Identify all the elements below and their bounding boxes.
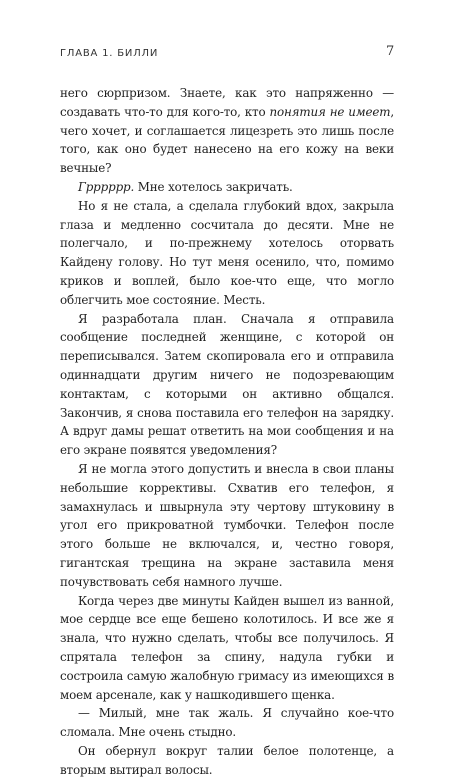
page-number: 7 xyxy=(386,44,395,59)
paragraph-1-part-a: него сюрпризом. Знаете, как это напряженно — создавать что-то для кого-то, кто xyxy=(60,86,394,119)
paragraph-6: Когда через две минуты Кайден вышел из ванной, мое сердце все еще бешено колотилось. И все же я знала, что нужно сделать, чтобы все получилось. Я спрятала телефон за спину, надула губки и состроила самую жалобную гримасу из имеющихся в моем арсенале, как у нашкодившего щенка. xyxy=(60,593,394,702)
running-head-chapter: ГЛАВА 1. БИЛЛИ xyxy=(60,48,159,59)
paragraph-5: Я не могла этого допустить и внесла в свои планы небольшие коррективы. Схватив его телефон, я замахнулась и швырнула эту чертову штуковину в угол его прикроватной тумбочки. Телефон после этого больше не включался, и, честно говоря, гигантская трещина на экране заставила меня почувствовать себя намного лучше. xyxy=(60,461,394,589)
paragraph-7: — Милый, мне так жаль. Я случайно кое-что сломала. Мне очень стыдно. xyxy=(60,706,394,740)
paragraph-1 xyxy=(60,84,394,178)
paragraph-2-italic: Грррррр. xyxy=(78,179,135,194)
paragraph-3: Но я не стала, а сделала глубокий вдох, закрыла глаза и медленно сосчитала до десяти. Мне не полегчало, и по-прежнему хотелось оторвать Кайдену голову. Но тут меня осенило, что, помимо криков и воплей, было кое-что еще, что могло облегчить мое состояние. Месть. xyxy=(60,198,394,307)
paragraph-8: Он обернул вокруг талии белое полотенце, а вторым вытирал волосы. xyxy=(60,743,394,777)
paragraph-4: Я разработала план. Сначала я отправила сообщение последней женщине, с которой он переписывался. Затем скопировала его и отправила одиннадцати другим ничего не подозревающим контактам, с которыми он активно общался. Закончив, я снова поставила его телефон на зарядку. А вдруг дамы решат ответить на мои сообщения и на его экране появятся уведомления? xyxy=(60,311,394,458)
paragraph-2 xyxy=(60,178,394,197)
paragraph-2-part-b: Мне хотелось закричать. xyxy=(134,179,293,194)
paragraph-1-part-c: , чего хочет, и соглашается лицезреть это лишь после того, как оно будет нанесено на его кожу на веки вечные? xyxy=(60,104,394,176)
paragraph-1-italic: понятия не имеет xyxy=(269,104,391,119)
